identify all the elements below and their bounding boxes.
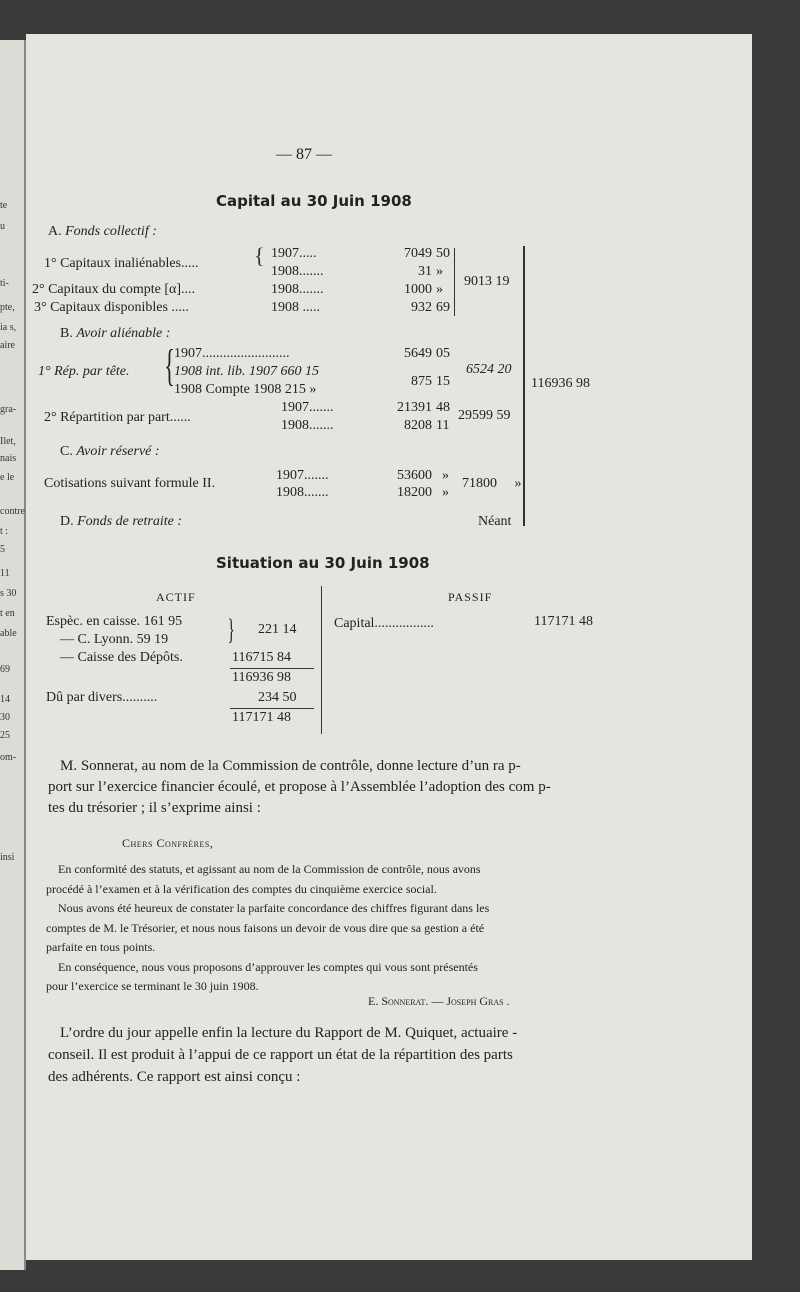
section-d-heading: D. Fonds de retraite : xyxy=(60,514,182,529)
actif-divers: 234 50 xyxy=(258,690,297,705)
c-row-cents-1: » xyxy=(442,468,449,483)
c-row-amount-1: 53600 xyxy=(397,468,432,483)
book-page xyxy=(26,34,752,1260)
b-rep-tete-amount-1: 5649 xyxy=(404,346,432,361)
b-rep-part-amount-1: 21391 xyxy=(397,400,432,415)
a-total: 9013 19 xyxy=(464,274,510,289)
b-rep-part-cents-2: 11 xyxy=(436,418,450,433)
margin-fragment: te xyxy=(0,200,8,211)
margin-fragment: s 30 xyxy=(0,588,17,599)
a-row-1-amount: 7049 xyxy=(404,246,432,261)
margin-fragment: nais xyxy=(0,453,17,464)
actif-lyonn: — C. Lyonn. 59 19 xyxy=(60,632,169,647)
c-row-cents-2: » xyxy=(442,485,449,500)
b-rep-part-year-2: 1908....... xyxy=(281,418,334,433)
b-rep-tete-cents-2: 15 xyxy=(436,374,450,389)
passif-capital: 117171 48 xyxy=(534,614,593,629)
sonnerat-paragraph: M. Sonnerat, au nom de la Commission de contrôle, donne lecture d’un ra p- port sur l’exercice financier écoulé, et propose à l’Assemblée l’adoption des com p- tes du trésorier ; il s’exprime ainsi : xyxy=(48,758,551,816)
a-row-4-label: 3° Capitaux disponibles ..... xyxy=(34,300,189,315)
margin-fragment: ti- xyxy=(0,278,9,289)
b-rep-tete-label: 1° Rép. par tête. xyxy=(38,364,130,379)
actif-rule-2 xyxy=(230,708,314,709)
b-rep-part-cents-1: 48 xyxy=(436,400,450,415)
a-row-2-amount: 31 xyxy=(418,264,432,279)
actif-rule-1 xyxy=(230,668,314,669)
a-row-2-cents: » xyxy=(436,264,443,279)
a-row-3-cents: » xyxy=(436,282,443,297)
margin-fragment: 5 xyxy=(0,544,5,555)
margin-fragment: able xyxy=(0,628,17,639)
a-row-1-label: 1° Capitaux inaliénables..... xyxy=(44,256,199,271)
margin-fragment: 69 xyxy=(0,664,10,675)
actif-subtotal: 116936 98 xyxy=(232,670,291,685)
margin-fragment: gra- xyxy=(0,404,17,415)
b-rep-part-year-1: 1907....... xyxy=(281,400,334,415)
section-d-value: Néant xyxy=(478,514,512,529)
margin-fragment: 25 xyxy=(0,730,10,741)
margin-fragment: 14 xyxy=(0,694,10,705)
passif-capital-label: Capital................. xyxy=(334,616,434,631)
b-rep-tete-line-3: 1908 Compte 1908 215 » xyxy=(174,382,317,397)
a-row-4-year: 1908 ..... xyxy=(271,300,320,315)
b-rep-tete-line-2: 1908 int. lib. 1907 660 15 xyxy=(174,364,320,379)
a-row-4-amount: 932 xyxy=(411,300,432,315)
letter-signature: E. Sonnerat. — Joseph Gras . xyxy=(368,994,510,1008)
letter-salutation: Chers Confrères, xyxy=(122,836,214,850)
a-row-1-year: 1907..... xyxy=(271,246,317,261)
a-row-4-cents: 69 xyxy=(436,300,450,315)
section-b-heading: B. Avoir aliénable : xyxy=(60,326,171,341)
b-rep-tete-amount-2: 875 xyxy=(411,374,432,389)
b-rep-tete-line-1: 1907......................... xyxy=(174,346,290,361)
letter-body: En conformité des statuts, et agissant au nom de la Commission de contrôle, nous avons procédé à l’examen et à la vérification des comptes du cinquième exercice social. Nous avons été heureux de constater la parfaite concordance des chiffres figurant dans les comptes de M. le Trésorier, et nous nous faisons un devoir de vous dire que sa gestion a été parfaite en tous points. En conséquence, nous vous proposons d’approuver les comptes qui vous sont présentés pour l’exercice se terminant le 30 juin 1908. xyxy=(46,862,490,993)
margin-fragment: 30 xyxy=(0,712,10,723)
margin-fragment: Ilet, xyxy=(0,436,16,447)
margin-fragment: pte, xyxy=(0,302,15,313)
a-row-2-year: 1908....... xyxy=(271,264,324,279)
margin-fragment: 11 xyxy=(0,568,10,579)
c-row-amount-2: 18200 xyxy=(397,485,432,500)
a-row-1-brace: { xyxy=(254,243,265,268)
a-row-1-cents: 50 xyxy=(436,246,450,261)
margin-fragment: t en xyxy=(0,608,15,619)
a-row-3-amount: 1000 xyxy=(404,282,432,297)
c-row-label: Cotisations suivant formule II. xyxy=(44,476,216,491)
c-row-year-1: 1907....... xyxy=(276,468,329,483)
actif-especes: Espèc. en caisse. 161 95 xyxy=(46,614,183,629)
actif-divers-label: Dû par divers.......... xyxy=(46,690,158,705)
b-rep-tete-brace: { xyxy=(164,341,175,390)
margin-fragment: t : xyxy=(0,526,9,537)
actif-sub: 221 14 xyxy=(258,622,297,637)
page-number: — 87 — xyxy=(276,146,332,163)
margin-fragment: om- xyxy=(0,752,17,763)
a-row-3-year: 1908....... xyxy=(271,282,324,297)
b-rep-part-amount-2: 8208 xyxy=(404,418,432,433)
c-row-year-2: 1908....... xyxy=(276,485,329,500)
margin-fragment: u xyxy=(0,221,5,232)
section-a-heading: A. Fonds collectif : xyxy=(48,224,157,239)
a-bracket-line xyxy=(454,248,455,316)
margin-fragment: insi xyxy=(0,852,15,863)
c-row-total: 71800 » xyxy=(462,476,522,491)
grand-total-bracket xyxy=(523,246,525,526)
actif-total: 117171 48 xyxy=(232,710,291,725)
b-rep-tete-total: 6524 20 xyxy=(466,362,512,377)
grand-total: 116936 98 xyxy=(531,376,590,391)
b-rep-tete-cents-1: 05 xyxy=(436,346,450,361)
section-c-heading: C. Avoir réservé : xyxy=(60,444,160,459)
capital-title: Capital au 30 Juin 1908 xyxy=(216,192,412,210)
passif-header: PASSIF xyxy=(448,590,493,604)
b-rep-part-label: 2° Répartition par part...... xyxy=(44,410,191,425)
margin-fragment: aire xyxy=(0,340,15,351)
situation-title: Situation au 30 Juin 1908 xyxy=(216,554,430,572)
b-rep-part-total: 29599 59 xyxy=(458,408,511,423)
margin-fragment: e le xyxy=(0,472,15,483)
a-row-3-label: 2° Capitaux du compte [α].... xyxy=(32,282,196,297)
actif-depots: 116715 84 xyxy=(232,650,291,665)
actif-depots-label: — Caisse des Dépôts. xyxy=(60,650,183,665)
actif-brace: } xyxy=(227,613,235,646)
margin-fragment: ia s, xyxy=(0,322,17,333)
margin-fragment: contre xyxy=(0,506,25,517)
actif-passif-divider xyxy=(321,586,322,734)
ordre-du-jour-paragraph: L’ordre du jour appelle enfin la lecture du Rapport de M. Quiquet, actuaire - conseil. Il est produit à l’appui de ce rapport un état de la répartition des parts des adhérents. Ce rapport est ainsi conçu : xyxy=(48,1025,518,1085)
actif-header: ACTIF xyxy=(156,590,196,604)
